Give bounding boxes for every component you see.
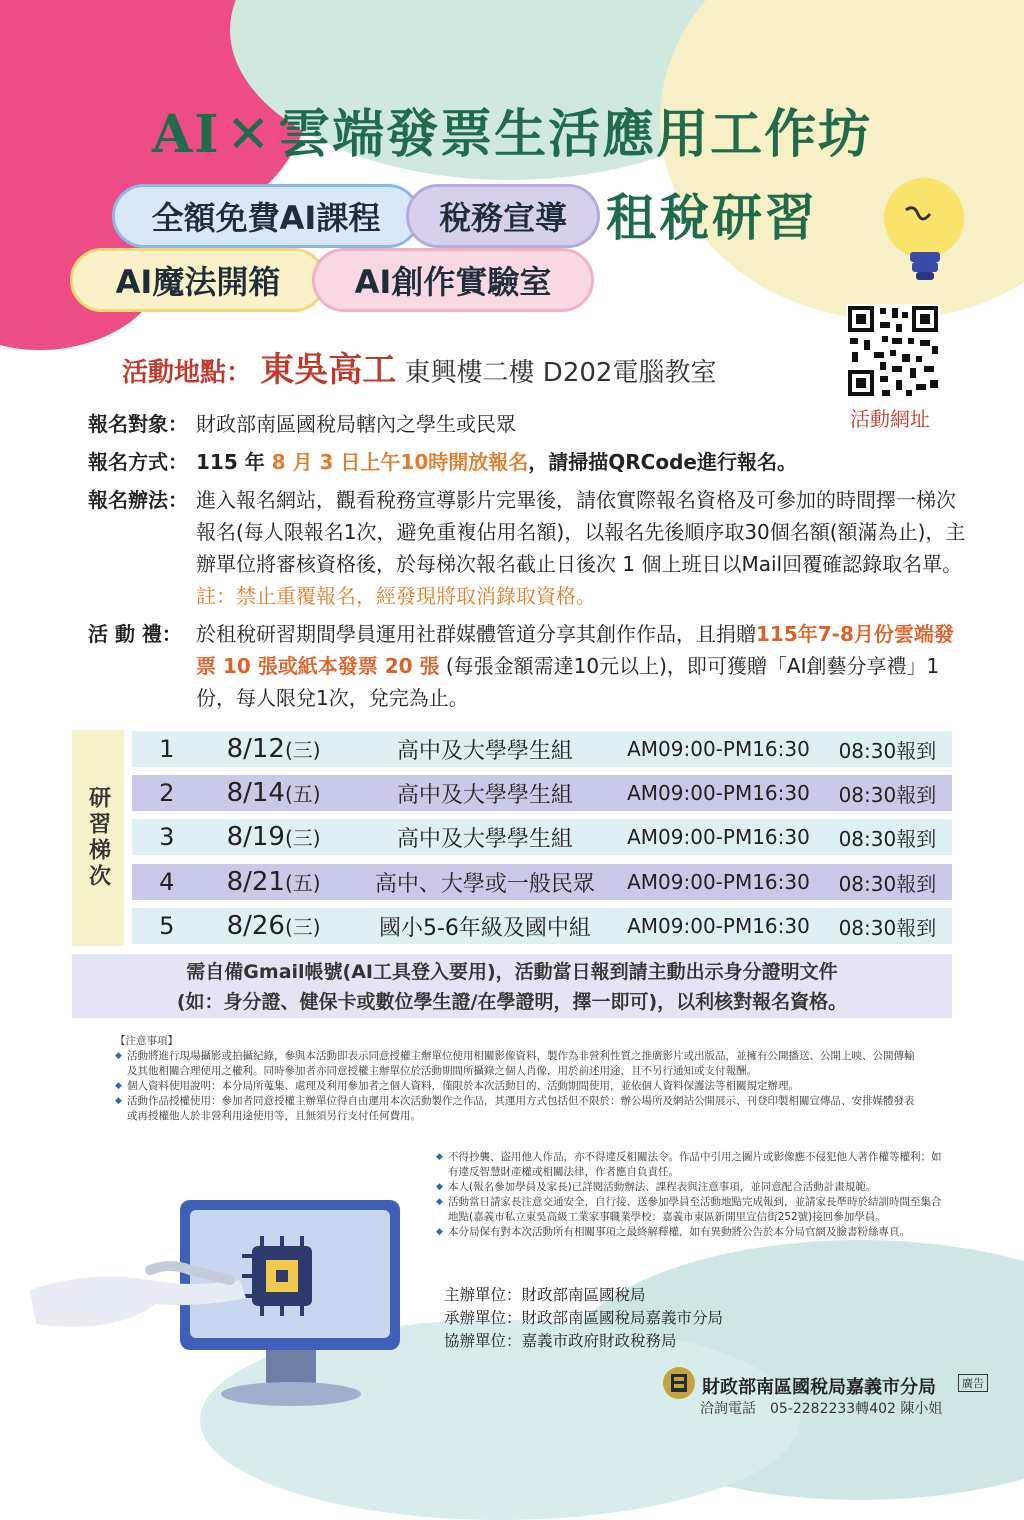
note-item: ◆ 活動將進行現場攝影或拍攝紀錄，參與本活動即表示同意授權主辦單位使用相關影像資料，製作為非營利性質之推廣影片或出版品，並擁有公開播送、公開上映、公開傳輸及其他相關合理使用之權利。同時參加者亦同意授權主辦單位於活動期間所攝錄之個人肖像，用於前述用途，且不另行通知或支付報酬。 — [115, 1049, 915, 1079]
info-block — [88, 408, 968, 714]
info-target: 報名對象： 財政部南區國稅局轄內之學生或民眾 — [88, 412, 516, 436]
tax-bureau-logo-icon — [662, 1366, 696, 1400]
organizer-co-organizer: 協辦單位：嘉義市政府財政稅務局 — [444, 1332, 677, 1350]
organizer-host: 主辦單位：財政部南區國稅局 — [444, 1286, 646, 1304]
robot-computer-illustration — [30, 1180, 420, 1440]
page-title: AI ✕ 雲端發票生活應用工作坊 — [151, 104, 873, 165]
lightbulb-icon — [876, 170, 976, 290]
subtitle: 租稅研習 — [606, 189, 818, 247]
pill-ai-magic: AI魔法開箱 — [70, 248, 326, 312]
schedule-row: 3 8/19(三) 高中及大學學生組 AM09:00-PM16:30 08:30報到 — [132, 819, 952, 855]
note-item: ◆ 活動當日請家長注意交通安全，自行接、送參加學員至活動地點完成報到，並請家長準時於結訓時間至集合地點(嘉義市私立東吳高級工業家事職業學校：嘉義市東區新開里宣信街252號)接回參加學員。 — [436, 1195, 942, 1225]
pill-ai-lab: AI創作實驗室 — [312, 248, 594, 312]
schedule-row: 4 8/21(五) 高中、大學或一般民眾 AM09:00-PM16:30 08:30報到 — [132, 864, 952, 900]
note-item: ◆ 本人(報名參加學員及家長)已詳閱活動辦法、課程表與注意事項，並同意配合活動計畫規範。 — [436, 1180, 942, 1195]
qr-label: 活動網址 — [850, 407, 930, 431]
notes-right — [436, 1150, 942, 1240]
note-item: ◆ 個人資料使用說明：本分局所蒐集、處理及利用參加者之個人資料，僅限於本次活動目的、活動期間使用，並依個人資料保護法等相關規定辦理。 — [115, 1079, 915, 1094]
notice-box: 需自備Gmail帳號(AI工具登入要用)，活動當日報到請主動出示身分證明文件 (如：身分證、健保卡或數位學生證/在學證明，擇一即可)，以利核對報名資格。 — [72, 954, 952, 1018]
schedule-row: 5 8/26(三) 國小5-6年級及國中組 AM09:00-PM16:30 08:30報到 — [132, 908, 952, 944]
note-item: ◆ 不得抄襲、盜用他人作品，亦不得違反相關法令。作品中引用之圖片或影像應不侵犯他人著作權等權利；如有違反智慧財產權或相關法律，作者應自負責任。 — [436, 1150, 942, 1180]
schedule-label: 研習梯次 — [72, 730, 124, 946]
schedule-row: 1 8/12(三) 高中及大學學生組 AM09:00-PM16:30 08:30報到 — [132, 731, 952, 767]
info-gift: 活 動 禮： 於租稅研習期間學員運用社群媒體管道分享其創作作品，且捐贈115年7-8月份雲端發票 10 張或紙本發票 20 張 (每張金額需達10元以上)，即可獲贈「AI創藝分享禮」1份，每人限兌1次，兌完為止。 — [88, 622, 954, 710]
pill-tax-promotion: 稅務宣導 — [406, 184, 600, 248]
footer-office-name: 財政部南區國稅局嘉義市分局 — [702, 1377, 936, 1398]
footer-phone: 洽詢電話 05-2282233轉402 陳小姐 — [700, 1401, 943, 1417]
info-rules: 報名辦法： 進入報名網站，觀看稅務宣導影片完畢後，請依實際報名資格及可參加的時間擇一梯次報名(每人限報名1次，避免重複佔用名額)，以報名先後順序取30個名額(額滿為止)，主辦單位將審核資格後，於每梯次報名截止日後次 1 個上班日以Mail回覆確認錄取名單。註：禁止重覆報名，經發現將取消錄取資格。 — [88, 488, 966, 608]
note-item: ◆ 本分局保有對本次活動所有相關事項之最終解釋權，如有異動將公告於本分局官網及臉書粉絲專頁。 — [436, 1225, 942, 1240]
organizer-executor: 承辦單位：財政部南區國稅局嘉義市分局 — [444, 1309, 724, 1327]
info-method: 報名方式： 115 年 8 月 3 日上午10時開放報名，請掃描QRCode進行報名。 — [88, 450, 797, 474]
note-item: ◆ 活動作品授權使用：參加者同意授權主辦單位得自由運用本次活動製作之作品，其運用方式包括但不限於：辦公場所及網站公開展示、刊登印製相關宣傳品、安排媒體發表或再授權他人於非營利用途使用等，且無須另行支付任何費用。 — [115, 1094, 915, 1124]
qr-code — [846, 304, 940, 398]
pill-free-ai-course: 全額免費AI課程 — [112, 184, 420, 248]
schedule-row: 2 8/14(五) 高中及大學學生組 AM09:00-PM16:30 08:30報到 — [132, 775, 952, 811]
notes-left: 【注意事項】 ◆ 活動將進行現場攝影或拍攝紀錄，參與本活動即表示同意授權主辦單位使用相關影像資料，製作為非營利性質之推廣影片或出版品，並擁有公開播送、公開上映、公開傳輸及其他相關合理使用之權利。同時參加者亦同意授權主辦單位於活動期間所攝錄之個人肖像，用於前述用途，且不另行通知或支付報酬。 ◆ 個人資料使用說明：本分局所蒐集、處理及利用參加者之個人資料，僅限於本次活動目的、活動期間使用，並依個人資料保護法等相關規定辦理。 ◆ 活動作品授權使用：參加者同意授權主辦單位得自由運用本次活動製作之作品，其運用方式包括但不限於：辦公場所及網站公開展示、刊登印製相關宣傳品、安排媒體發表或再授權他人於非營利用途使用等，且無須另行支付任何費用。 — [115, 1034, 915, 1124]
venue: 活動地點： 東吳高工 東興樓二樓 D202電腦教室 — [122, 350, 717, 390]
ad-tag: 廣告 — [958, 1374, 988, 1392]
